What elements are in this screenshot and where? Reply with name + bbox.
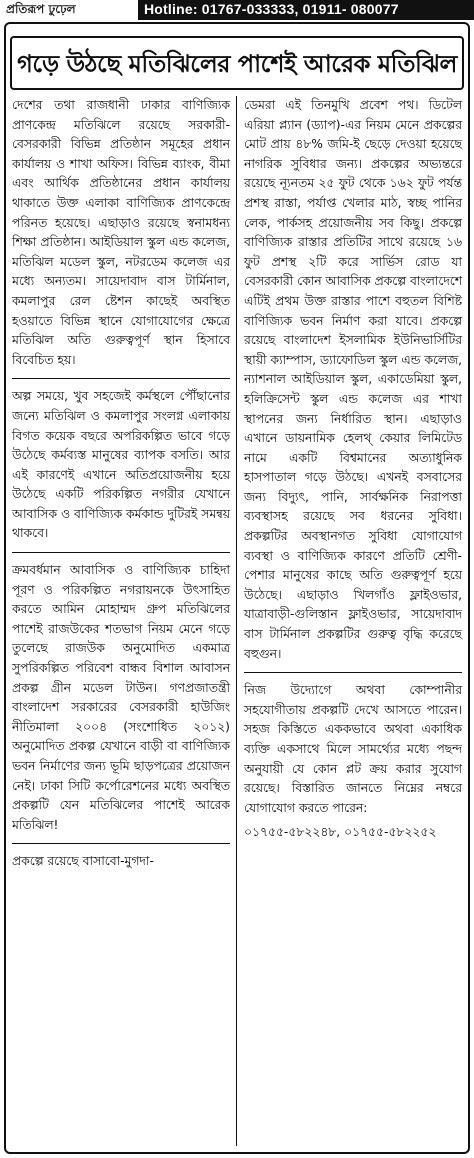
contact-phone-numbers: ০১৭৫৫-৫৮২২৪৮, ০১৭৫৫-৫৮২২৫২ <box>244 825 437 840</box>
paragraph: দেশের তথা রাজধানী ঢাকার বাণিজ্যিক প্রাণকেন্দ্র মতিঝিলে রয়েছে সরকারী-বেসরকারী বিভিন্ন প্রতিষ্ঠান সমূহের প্রধান কার্যালয় ও শাখা অফিস। বিভিন্ন ব্যাংক, বীমা এবং আর্থিক প্রতিষ্ঠানের প্রধান কার্যালয় থাকাতে উক্ত এলাকা বাণিজ্যিক প্রাণকেন্দ্রে পরিনত হয়েছে। এছাড়াও রয়েছে স্বনামধন্য শিক্ষা প্রতিষ্ঠান। আইডিয়াল স্কুল এন্ড কলেজ, মতিঝিল মডেল স্কুল, নটরডেম কলেজ এর মধ্যে অন্যতম। সায়েদাবাদ বাস টার্মিনাল, কমলাপুর রেল ষ্টেশন কাছেই অবস্থিত হওয়াতে বিভিন্ন স্থানে যোগাযোগের ক্ষেত্রে মতিঝিল অতি গুরুত্বপূর্ণ স্থান হিসাবে বিবেচিত হয়। <box>12 98 230 367</box>
headline: গড়ে উঠছে মতিঝিলের পাশেই আরেক মতিঝিল <box>17 50 457 78</box>
headline-box <box>10 36 464 90</box>
paragraph-separator <box>12 843 230 844</box>
paragraph: অল্প সময়ে, খুব সহজেই কর্মস্থলে পৌঁছানোর জন্যে মতিঝিল ও কমলাপুর সংলগ্ন এলাকায় বিগত কয়েক বছরে অপরিকল্পিত ভাবে গড়ে উঠেছে কর্মব্যস্ত মানুষের ব্যাপক বসতি। আর এই কারণেই এখানে অতিপ্রয়োজনীয় হয়ে উঠেছে একটি পরিকল্পিত নগরীর যেখানে আবাসিক ও বাণিজ্যিক কর্মকান্ড দুটিরই সমন্বয় থাকবে। <box>12 389 230 541</box>
paragraph-separator <box>244 672 462 673</box>
paragraph-separator <box>12 378 230 379</box>
hotline-text: Hotline: 01767-033333, 01911- 080077 <box>144 1 399 17</box>
paragraph: ক্রমবর্ধমান আবাসিক ও বাণিজ্যিক চাহিদা পূরণ ও পরিকল্পিত নগরায়নকে উৎসাহিত করতে আমিন মোহাম্মদ গ্রুপ মতিঝিলের পাশেই রাজউকের শতভাগ নিয়ম মেনে গড়ে তুলেছে রাজউক অনুমোদিত একমাত্র সুপরিকল্পিত পরিবেশ বান্ধব বিশাল আবাসন প্রকল্প গ্রীন মডেল টাউন। গণপ্রজাতন্ত্রী বাংলাদেশ সরকারের বেসরকারী হাউজিং নীতিমালা ২০০৪ (সংশোধিত ২০১২) অনুমোদিত প্রকল্প যেখানে বাড়ী বা বাণিজ্যিক ভবন নির্মাণের জন্য ভূমি ছাড়পত্রের প্রয়োজন নেই। ঢাকা সিটি কর্পোরেশনের মধ্যে অবস্থিত প্রকল্পটি যেন মতিঝিলের পাশেই আরেক মতিঝিল! <box>12 563 230 832</box>
hotline-bar <box>138 0 474 20</box>
masthead-left <box>0 0 138 20</box>
right-column <box>244 96 462 842</box>
masthead-label: প্রতিরূপ ঢুঢ়েল <box>6 2 76 16</box>
paragraph: ডেমরা এই তিনমুখি প্রবেশ পথ। ডিটেল এরিয়া প্ল্যান (ড্যাপ)-এর নিয়ম মেনে প্রকল্পের মোট প্রায় ৪৮% জমি-ই ছেড়ে দেওয়া হয়েছে নাগরিক সুবিধার জন্য। প্রকল্পের অভ্যন্তরে রয়েছে ন্যূনতম ২৫ ফুট থেকে ১৬২ ফুট পর্যন্ত প্রশস্থ রাস্তা, পর্যাপ্ত খেলার মাঠ, স্বচ্ছ পানির লেক, পার্কসহ প্রয়োজনীয় সব কিছু। প্রকল্পে বাণিজ্যিক রাস্তার প্রতিটির সাথে রয়েছে ১৬ ফুট প্রশস্থ ২টি করে সার্ভিস রোড যা বেসরকারী কোন আবাসিক প্রকল্পে বাংলাদেশে এটিই প্রথম উক্ত রাস্তার পাশে বহুতল বিশিষ্ট বাণিজ্যিক ভবন নির্মাণ করা যাবে। প্রকল্পে রয়েছে বাংলাদেশ ইসলামিক ইউনিভার্সিটির স্থায়ী ক্যাম্পাস, ড্যাফোডিল স্কুল এন্ড কলেজ, ন্যাশনাল আইডিয়াল স্কুল, একাডেমিয়া স্কুল, হলিক্রিসেন্ট স্কুল এন্ড কলেজ এর শাখা স্থাপনের জন্য নির্ধারিত স্থান। এছাড়াও এখানে ডায়নামিক হেলথ্ কেয়ার লিমিটেড নামে একটি বিশ্বমানের অত্যাধুনিক হাসপাতাল গড়ে উঠছে। এখনই বসবাসের জন্য বিদ্যুৎ, পানি, সার্বক্ষনিক নিরাপত্তা ব্যবস্থাসহ রয়েছে সব ধরনের সুবিধা। প্রকল্পটির অবস্থানগত সুবিধা যোগাযোগ ব্যবস্থা ও বাণিজ্যিক কারণে প্রতিটি শ্রেণী-পেশার মানুষের কাছে অতি গুরুত্বপূর্ণ হয়ে উঠেছে। এছাড়াও খিলগাঁও ফ্লাইওভার, যাত্রাবাড়ী-গুলিস্তান ফ্লাইওভার, সায়েদাবাদ বাস টার্মিনাল প্রকল্পটির গুরুত্ব বৃদ্ধি করেছে বহুগুন। <box>244 98 462 661</box>
column-divider <box>236 96 237 1146</box>
left-column <box>12 96 230 872</box>
paragraph-separator <box>12 552 230 553</box>
paragraph: প্রকল্পে রয়েছে বাসাবো-মুগদা- <box>12 854 154 869</box>
paragraph: নিজ উদ্যোগে অথবা কোম্পানীর সহযোগীতায় প্রকল্পটি দেখে আসতে পারেন। সহজ কিস্তিতে এককভাবে অথবা একাধিক ব্যক্তি একসাথে মিলে সামর্থ্যের মধ্যে পছন্দ অনুযায়ী যে কোন প্লট ক্রয় করার সুযোগ রয়েছে। বিস্তারিত জানতে নিম্নের নম্বরে যোগাযোগ করতে পারেন: <box>244 683 462 815</box>
masthead <box>0 0 474 20</box>
